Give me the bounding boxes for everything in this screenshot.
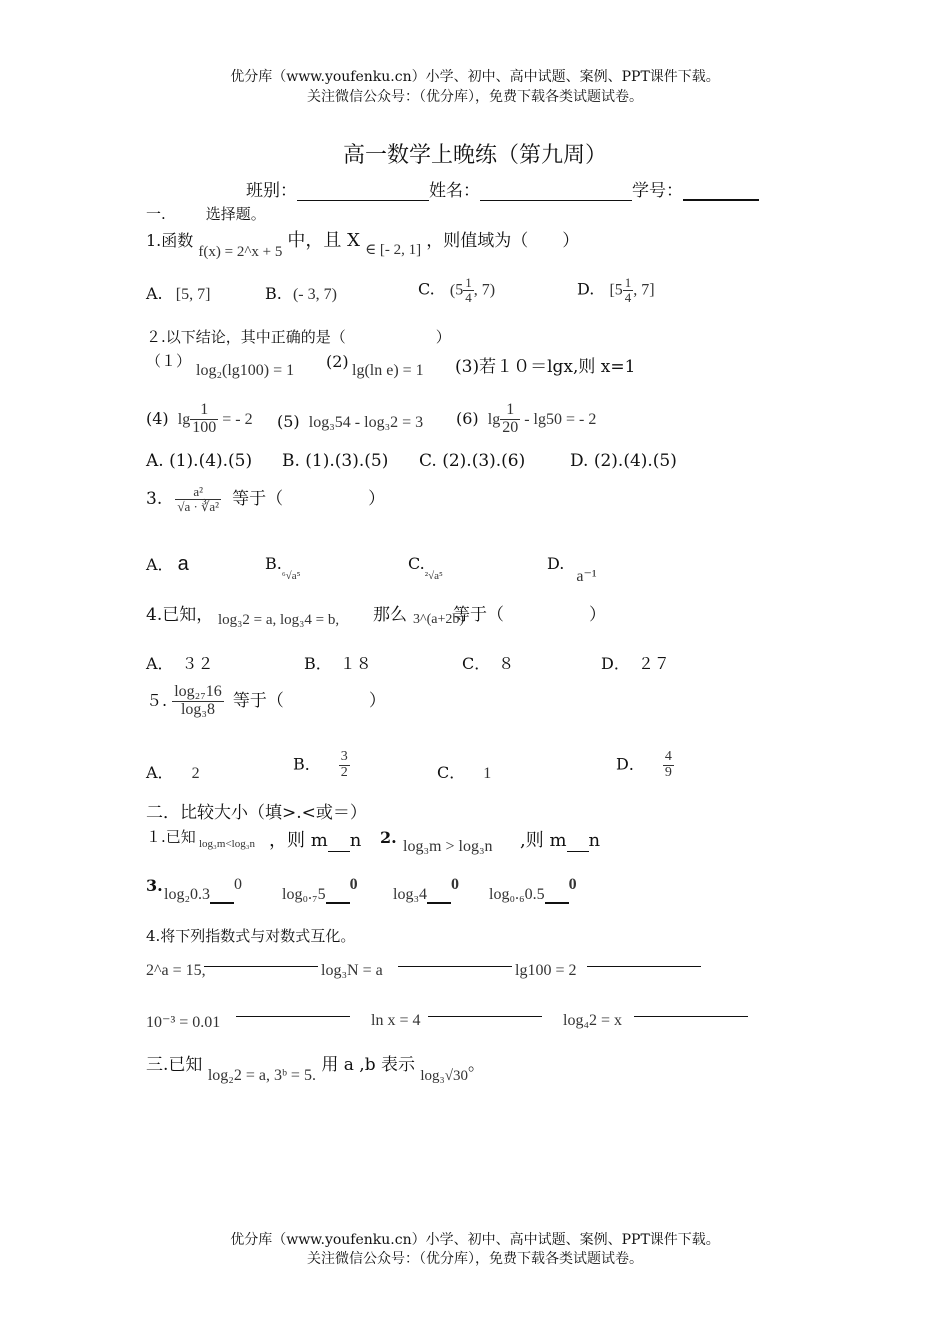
q2-option-c[interactable]: C. (2).(3).(6) [419, 451, 526, 471]
q2-item-4-label: (4) [146, 408, 169, 428]
q3-option-a-value: a [177, 553, 189, 575]
question-1 [146, 226, 580, 260]
cmp-2-then: ,则 m [520, 830, 567, 851]
page-title: 高一数学上晚练（第九周） [342, 143, 607, 168]
q2-item-6-label: (6) [456, 408, 479, 428]
section-3-given: log₂2 = a, 3ᵇ = 5. [207, 1067, 316, 1084]
q1-option-c-int: 5 [455, 281, 464, 299]
q2-item-6-fraction: $\frac{1}{20}$ [502, 401, 519, 436]
q5-option-b-fraction: $\frac{3}{2}$ [340, 749, 348, 780]
q2-item-2: lg(ln e) = 1 [352, 362, 424, 379]
q5-option-c-value: 1 [483, 765, 492, 782]
q4b-expr-3: lg100 = 2 [515, 962, 577, 979]
q1-option-b[interactable] [265, 284, 337, 304]
cmp-2-number: 2. [380, 828, 397, 847]
q4b-expr-2: log₃N = a [321, 962, 383, 979]
q4b-blank-5[interactable] [428, 1016, 542, 1017]
cmp-1 [269, 826, 361, 852]
q5-option-a[interactable] [146, 760, 200, 783]
q4b-blank-4[interactable] [236, 1016, 350, 1017]
q1-option-c-fraction: $\frac{1}{4}$ [465, 275, 472, 305]
q1-suffix: ，则值域为（ ） [426, 231, 580, 251]
name-blank[interactable] [480, 200, 632, 201]
q5-option-d-label: D． [616, 754, 645, 774]
q2-item-5-label: (5) [277, 412, 300, 431]
header-line-2: 关注微信公众号：（优分库），免费下载各类试题试卷。 [307, 89, 643, 105]
q2-item-4: (4) lg $\frac{1}{100}$ = - 2 [146, 401, 253, 436]
section-3 [146, 1050, 486, 1084]
q5-option-b-label: B． [293, 754, 321, 774]
q5-number: ５. [146, 690, 168, 710]
q3-option-d[interactable] [547, 554, 597, 585]
class-label: 班别： [246, 181, 297, 201]
question-3 [146, 484, 385, 514]
q3-number: 3. [146, 489, 163, 509]
class-blank[interactable] [297, 200, 429, 201]
q2-item-1: log₂(lg100) = 1 [196, 362, 295, 379]
section-1-heading [146, 203, 266, 224]
student-info-row [246, 176, 759, 201]
q3-option-b-value: ⁶√a⁵ [281, 570, 301, 582]
cmp-3c-expr: log₃4 [393, 886, 428, 903]
cmp-3b [282, 876, 358, 904]
section-3-mid: 用 a ,b 表示 [321, 1055, 415, 1075]
section-3-target: log₃√30 [420, 1068, 469, 1084]
q2-item-6-rest: - lg50 = - 2 [524, 410, 597, 428]
q2-item-2-label: (2) [326, 352, 349, 371]
q4-option-a[interactable]: A． ３２ [146, 654, 214, 673]
name-label: 姓名： [429, 181, 480, 201]
q2-item-5 [277, 412, 423, 432]
q2-option-b[interactable]: B. (1).(3).(5) [282, 451, 389, 471]
cmp-3d-value: 0 [568, 876, 577, 893]
footer-line-2: 关注微信公众号：（优分库），免费下载各类试题试卷。 [307, 1251, 643, 1267]
q2-stem: ２.以下结论，其中正确的是（ ） [146, 328, 451, 346]
q1-option-d-rest: , 7] [633, 281, 655, 299]
q1-option-c-rest: , 7) [473, 281, 496, 299]
q4b-blank-6[interactable] [634, 1016, 748, 1017]
q1-interval: ∈ [- 2, 1] [365, 242, 422, 258]
cmp-3c-blank[interactable] [427, 902, 451, 904]
cmp-2-blank[interactable] [567, 851, 589, 852]
q3-fraction: $\frac{\text{a²}}{\text{√a · ∛a²}}$ [177, 484, 220, 514]
header-line-1: 优分库（www.youfenku.cn）小学、初中、高中试题、案例、PPT课件下载。 [230, 69, 720, 85]
cmp-3d-expr: log₀.₆0.5 [489, 886, 545, 903]
q4-expr: 3^(a+2b) [413, 612, 465, 627]
q2-option-a[interactable]: A. (1).(4).(5) [146, 451, 253, 471]
q3-option-a-label: A． [146, 555, 174, 574]
section-3-end: 。 [468, 1055, 486, 1075]
cmp-3a-blank[interactable] [210, 902, 234, 904]
q2-item-6: (6) lg $\frac{1}{20}$ - lg50 = - 2 [456, 401, 597, 436]
q1-prefix: 1.函数 [146, 231, 194, 250]
cmp-1-then: ，则 m [269, 830, 328, 851]
cmp-3d [489, 876, 577, 904]
q2-option-d[interactable]: D. (2).(4).(5) [570, 451, 677, 471]
q3-option-c-value: ²√a⁵ [424, 570, 443, 582]
cmp-3c [393, 876, 460, 904]
q3-option-c[interactable] [408, 554, 443, 582]
id-blank[interactable] [683, 199, 759, 201]
q3-option-d-label: D. [547, 554, 565, 573]
q4b-blank-2[interactable] [398, 966, 512, 967]
q2-item-4-fraction: $\frac{1}{100}$ [192, 401, 217, 436]
q4b-stem: 4.将下列指数式与对数式互化。 [146, 927, 356, 945]
q1-option-a-label: A. [146, 284, 163, 303]
cmp-3a [164, 876, 243, 904]
cmp-3a-expr: log₂0.3 [164, 886, 211, 903]
q5-fraction: $\frac{\text{log₂₇16}}{\text{log₃8}}$ [174, 683, 222, 718]
q5-option-b[interactable] [293, 750, 350, 780]
cmp-3a-value: 0 [234, 876, 243, 893]
footer-line-1: 优分库（www.youfenku.cn）小学、初中、高中试题、案例、PPT课件下载。 [230, 1232, 720, 1248]
cmp-3b-blank[interactable] [326, 902, 350, 904]
q4-suffix: 等于（ ） [453, 605, 606, 625]
q1-option-d-int: 5 [614, 281, 623, 299]
q3-option-c-label: C. [408, 554, 425, 573]
q1-formula: f(x) = 2^x + 5 [198, 244, 283, 260]
q4b-blank-1[interactable] [204, 966, 318, 967]
cmp-1-end: n [349, 830, 362, 851]
section-1-number: 一. [146, 205, 166, 223]
q4-option-b[interactable]: B． １８ [304, 654, 372, 673]
q3-option-d-value: a⁻¹ [576, 568, 597, 585]
q1-option-a[interactable] [146, 284, 210, 304]
q5-option-c-label: C． [437, 763, 466, 782]
cmp-3c-value: 0 [451, 876, 460, 893]
cmp-3-number: 3. [146, 876, 163, 895]
q4-option-c[interactable]: C． ８ [462, 654, 515, 673]
q4b-expr-5: ln x = 4 [371, 1012, 421, 1029]
cmp-3d-blank[interactable] [545, 902, 569, 904]
cmp-2-end: n [588, 830, 601, 851]
section-1-title: 选择题。 [205, 205, 266, 223]
q5-option-d-fraction: $\frac{4}{9}$ [664, 749, 672, 780]
section-2-title: 二．比较大小（填>.<或＝） [146, 803, 367, 823]
q2-item-1-label: （１） [146, 352, 192, 370]
q1-option-d[interactable]: D. [5 $\frac{1}{4}$ , 7] [577, 275, 655, 305]
q3-option-b[interactable] [265, 554, 301, 582]
q5-option-d[interactable] [616, 750, 674, 780]
q4b-expr-6: log₄2 = x [563, 1012, 623, 1029]
q3-option-b-label: B. [265, 554, 282, 573]
q4-option-d[interactable]: D． ２７ [601, 654, 670, 673]
cmp-1-prefix: １.已知 [146, 828, 196, 846]
q1-option-c[interactable]: C. (5 $\frac{1}{4}$ , 7) [418, 275, 496, 305]
q5-suffix: 等于（ ） [232, 690, 386, 711]
cmp-2 [520, 826, 600, 852]
cmp-3b-value: 0 [349, 876, 358, 893]
id-label: 学号： [632, 181, 683, 201]
q2-item-5-expr: log₃54 - log₃2 = 3 [308, 414, 424, 431]
question-5 [146, 684, 386, 719]
q1-option-b-value: (- 3, 7) [292, 286, 337, 303]
q1-option-c-label: C. [418, 279, 435, 299]
q1-option-a-value: [5, 7] [175, 286, 211, 303]
q3-option-a[interactable] [146, 552, 189, 576]
q4-prefix: 4.已知， [146, 605, 214, 625]
q3-suffix: 等于（ ） [232, 489, 386, 509]
section-3-prefix: 三.已知 [146, 1055, 203, 1075]
q1-option-d-label: D. [577, 279, 595, 299]
cmp-1-blank[interactable] [328, 851, 350, 852]
q1-mid: 中，且 X [287, 230, 360, 251]
q2-item-3: (3)若１０＝lgx,则 x=1 [455, 357, 636, 377]
q4-mid: 那么 [373, 605, 407, 625]
q5-option-c[interactable] [437, 760, 491, 783]
q4-given: log₃2 = a, log₃4 = b, [218, 612, 340, 628]
q4b-expr-4: 10⁻³ = 0.01 [146, 1014, 221, 1031]
q5-option-a-label: A． [146, 763, 174, 782]
cmp-2-expr: log₃m > log₃n [403, 838, 493, 855]
q4b-blank-3[interactable] [587, 966, 701, 967]
cmp-3b-expr: log₀.₇5 [282, 886, 326, 903]
q1-option-b-label: B. [265, 284, 282, 303]
cmp-1-expr: log₃m<log₃n [199, 838, 256, 850]
q1-option-d-fraction: $\frac{1}{4}$ [624, 275, 632, 305]
q4b-expr-1: 2^a = 15, [146, 962, 206, 979]
q5-option-a-value: 2 [191, 765, 200, 782]
q2-item-4-rest: = - 2 [222, 410, 253, 428]
